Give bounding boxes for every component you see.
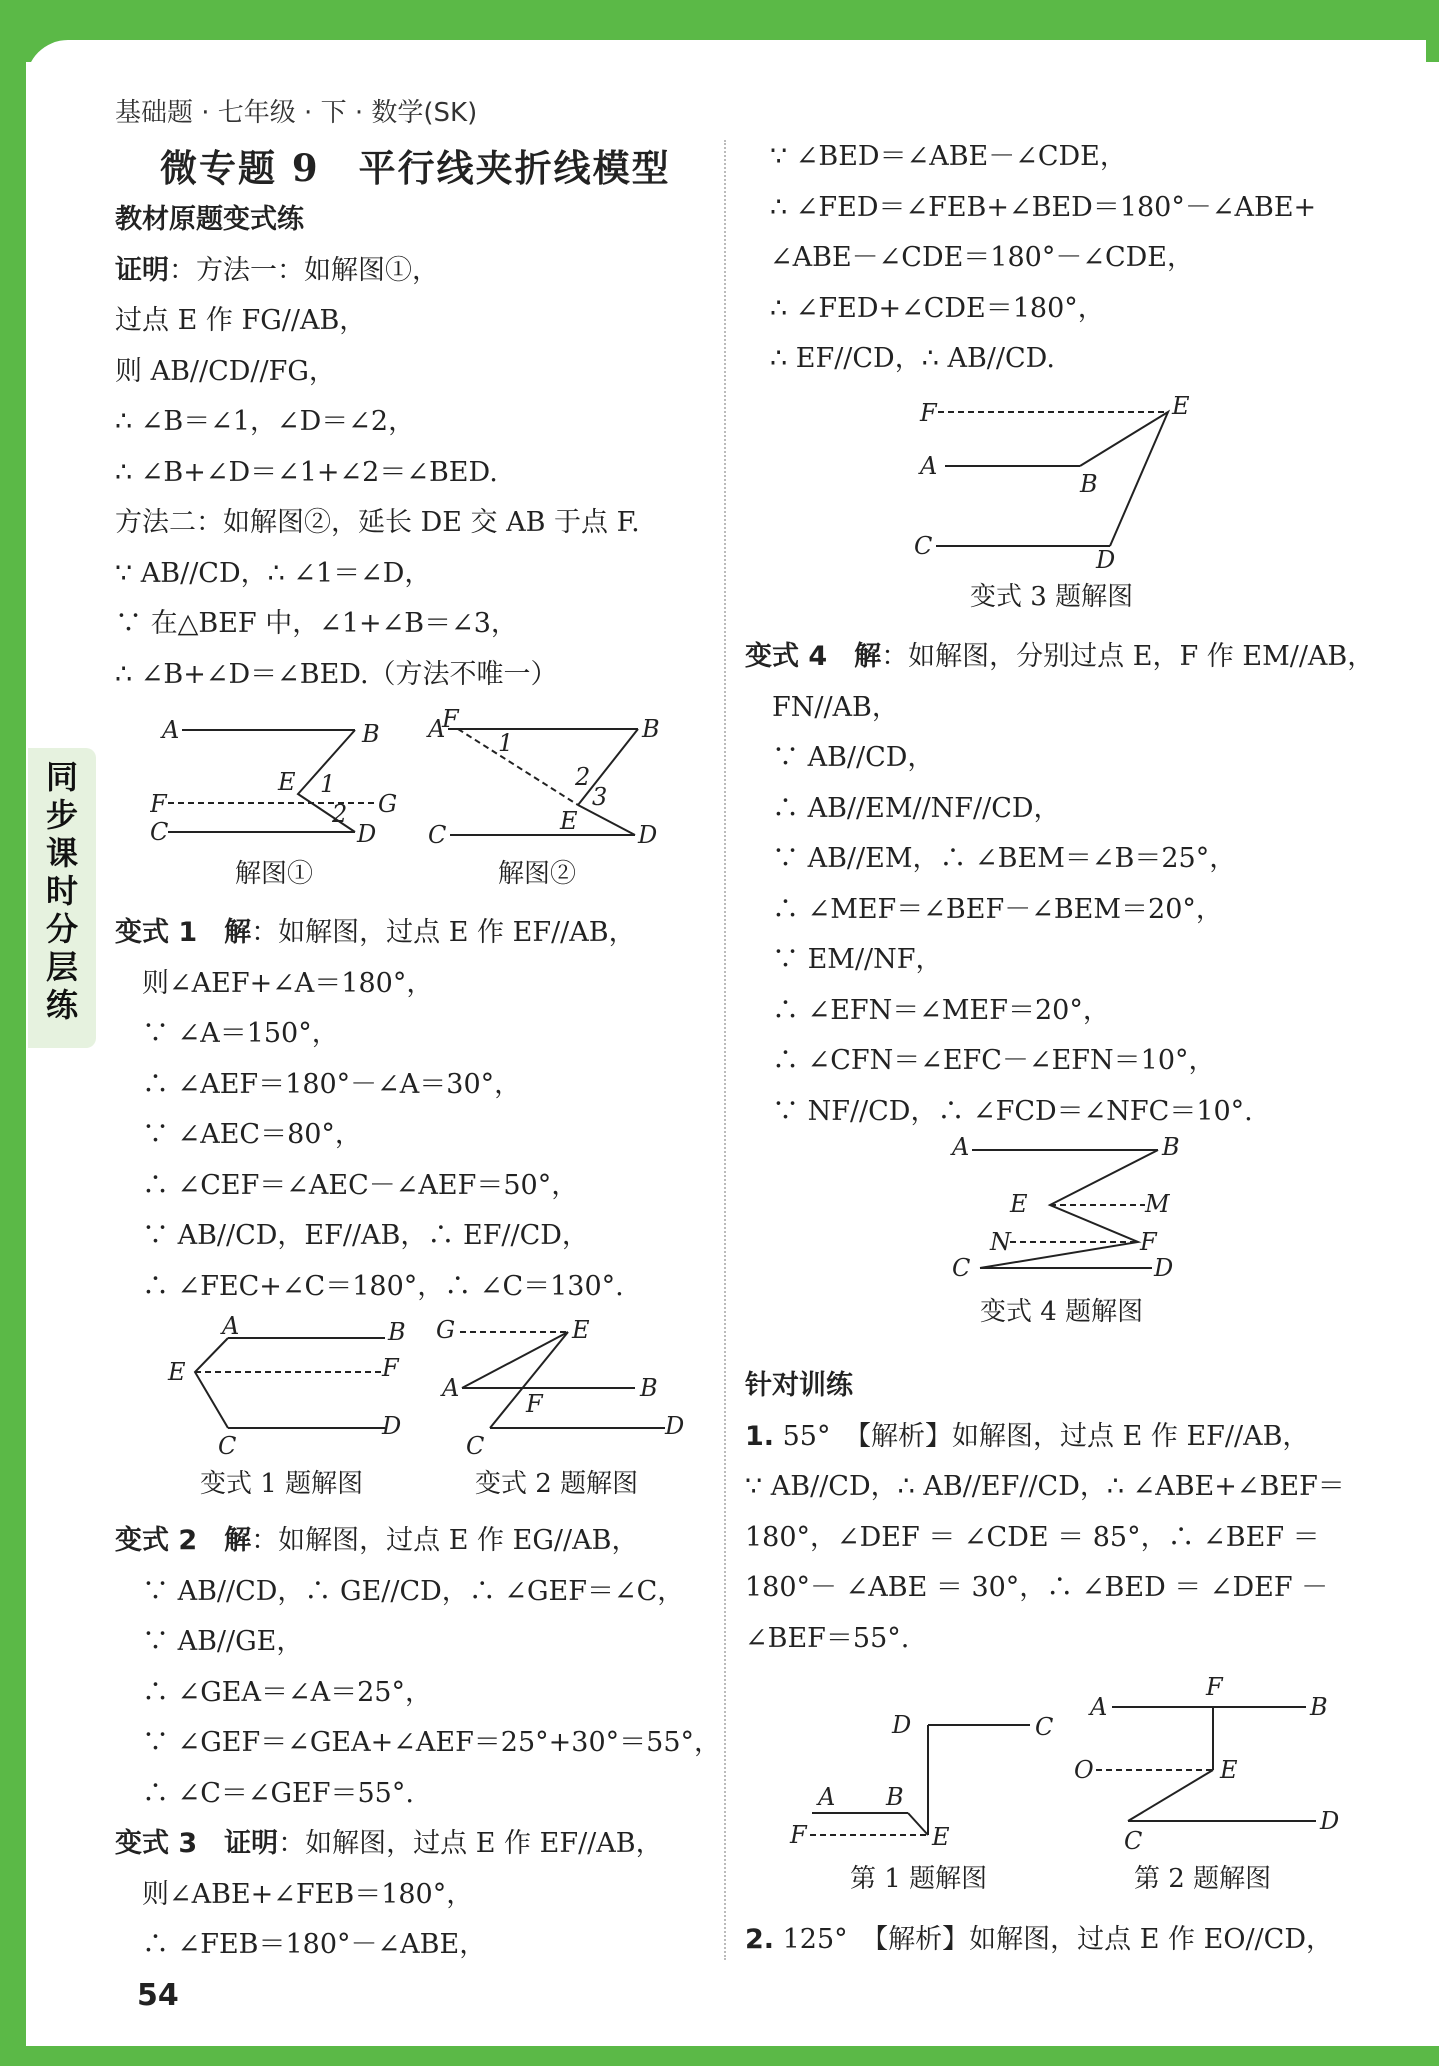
figure-1-caption: 解图① (235, 859, 314, 889)
svg-text:A: A (920, 452, 938, 480)
text-line: ∵ ∠AEC＝80°， (115, 1119, 362, 1150)
bottom-green-band (0, 2046, 1439, 2066)
svg-text:B: B (1310, 1693, 1328, 1721)
svg-text:C: C (428, 821, 447, 849)
text-line: ∴ ∠C＝∠GEF＝55°. (115, 1777, 414, 1809)
text-line: ∴ ∠MEF＝∠BEF－∠BEM＝20°， (745, 893, 1223, 925)
figure-variant-4 (940, 1130, 1200, 1330)
svg-text:A: A (162, 716, 180, 744)
figure-1 (150, 710, 400, 890)
page-title: 微专题 9 平行线夹折线模型 (160, 146, 671, 190)
text-line: ∴ ∠CFN＝∠EFC－∠EFN＝10°， (745, 1045, 1216, 1076)
text-line: 则∠ABE+∠FEB＝180°， (115, 1878, 474, 1910)
figure-variant-4-caption: 变式 4 题解图 (980, 1297, 1144, 1327)
svg-text:2: 2 (332, 800, 348, 828)
text-line: ∵ AB//CD，EF//AB，∴ EF//CD， (115, 1220, 589, 1251)
svg-text:D: D (638, 821, 658, 849)
left-green-band (0, 0, 26, 2066)
text-line: 变式 1 解：如解图，过点 E 作 EF//AB， (115, 917, 636, 948)
text-line: ∴ ∠GEA＝∠A＝25°， (115, 1676, 432, 1708)
text-line: 2. 125° 【解析】如解图，过点 E 作 EO//CD， (745, 1924, 1333, 1955)
text-line: ∴ AB//EM//NF//CD， (745, 792, 1061, 824)
column-divider (724, 140, 726, 1960)
text-line: ∠ABE－∠CDE＝180°－∠CDE， (770, 242, 1194, 273)
svg-text:E: E (932, 1823, 950, 1851)
text-line: ∴ ∠B＝∠1，∠D＝∠2， (115, 406, 416, 437)
svg-text:F: F (920, 399, 937, 427)
text-line: 方法二：如解图②，延长 DE 交 AB 于点 F. (115, 507, 640, 538)
text-line: 则 AB//CD//FG， (115, 355, 336, 387)
text-line: ∵ 在△BEF 中，∠1+∠B＝∠3， (115, 608, 518, 639)
svg-text:2: 2 (575, 763, 591, 791)
svg-text:F: F (1140, 1228, 1157, 1256)
svg-text:C: C (150, 818, 169, 846)
svg-text:G: G (436, 1316, 456, 1344)
svg-text:1: 1 (320, 770, 336, 798)
svg-text:G: G (378, 790, 398, 818)
svg-text:E: E (1220, 1756, 1238, 1784)
text-line: ∴ EF//CD，∴ AB//CD. (770, 343, 1055, 374)
svg-text:E: E (1172, 392, 1190, 420)
figure-training-2 (1068, 1665, 1348, 1895)
svg-text:B: B (388, 1318, 406, 1346)
svg-text:B: B (640, 1374, 658, 1402)
svg-text:E: E (572, 1316, 590, 1344)
text-line: ∵ NF//CD，∴ ∠FCD＝∠NFC＝10°. (745, 1095, 1253, 1127)
text-line: ∵ AB//CD，∴ AB//EF//CD，∴ ∠ABE+∠BEF＝ (745, 1471, 1345, 1502)
figure-training-2-caption: 第 2 题解图 (1134, 1864, 1272, 1894)
text-line: ∴ ∠CEF＝∠AEC－∠AEF＝50°， (115, 1169, 579, 1201)
svg-text:D: D (1096, 546, 1116, 574)
svg-text:M: M (1145, 1190, 1170, 1218)
svg-text:D: D (357, 820, 377, 848)
svg-text:C: C (914, 532, 933, 560)
svg-text:C: C (1124, 1827, 1143, 1855)
figure-variant-3 (900, 388, 1220, 613)
svg-text:D: D (1320, 1807, 1340, 1835)
text-line: 针对训练 (745, 1370, 853, 1401)
text-line: ∴ ∠AEF＝180°－∠A＝30°， (115, 1068, 522, 1100)
svg-text:B: B (886, 1783, 904, 1811)
svg-text:A: A (1090, 1693, 1108, 1721)
svg-text:F: F (442, 705, 459, 733)
figure-training-1-caption: 第 1 题解图 (850, 1864, 988, 1894)
svg-text:1: 1 (498, 729, 514, 757)
text-line: ∴ ∠FED+∠CDE＝180°， (770, 292, 1105, 324)
svg-text:A: A (222, 1312, 240, 1340)
text-line: ∴ ∠EFN＝∠MEF＝20°， (745, 994, 1110, 1026)
svg-text:C: C (952, 1254, 971, 1282)
text-line: ∵ AB//EM，∴ ∠BEM＝∠B＝25°， (745, 843, 1237, 874)
svg-text:F: F (382, 1354, 399, 1382)
text-line: ∵ AB//CD， (745, 742, 935, 773)
text-line: 则∠AEF+∠A＝180°， (115, 967, 434, 999)
svg-text:E: E (560, 807, 578, 835)
text-line: 证明：方法一：如解图①， (115, 254, 439, 286)
svg-text:F: F (526, 1390, 543, 1418)
text-line: 变式 2 解：如解图，过点 E 作 EG//AB， (115, 1525, 639, 1556)
text-line: 过点 E 作 FG//AB， (115, 305, 367, 336)
figure-variant-2-caption: 变式 2 题解图 (475, 1469, 639, 1499)
text-line: ∵ AB//GE， (115, 1626, 304, 1657)
svg-text:B: B (642, 715, 660, 743)
svg-text:C: C (466, 1432, 485, 1460)
text-line: ∵ AB//CD，∴ GE//CD，∴ ∠GEF＝∠C， (115, 1575, 685, 1607)
svg-text:B: B (362, 720, 380, 748)
figure-variant-1-caption: 变式 1 题解图 (200, 1469, 364, 1499)
text-line: ∵ EM//NF， (745, 944, 943, 975)
figure-variant-1 (160, 1310, 420, 1500)
text-line: ∴ ∠FED＝∠FEB+∠BED＝180°－∠ABE+ (770, 191, 1317, 223)
figure-2 (420, 705, 670, 890)
text-line: ∴ ∠B+∠D＝∠BED.（方法不唯一） (115, 658, 558, 690)
page-number: 54 (137, 1978, 179, 2013)
text-line: 180°，∠DEF ＝ ∠CDE ＝ 85°，∴ ∠BEF ＝ (745, 1521, 1320, 1553)
text-line: 变式 4 解：如解图，分别过点 E，F 作 EM//AB， (745, 641, 1375, 672)
svg-text:F: F (150, 790, 167, 818)
svg-text:C: C (1035, 1713, 1054, 1741)
text-line: 1. 55° 【解析】如解图，过点 E 作 EF//AB， (745, 1420, 1310, 1452)
text-line: ∵ AB//CD，∴ ∠1＝∠D， (115, 557, 432, 589)
side-tab (28, 748, 96, 1048)
text-line: 教材原题变式练 (115, 204, 304, 235)
text-line: FN//AB， (745, 691, 899, 723)
svg-text:E: E (278, 768, 296, 796)
svg-text:A: A (818, 1783, 836, 1811)
svg-text:D: D (665, 1412, 685, 1440)
svg-text:D: D (382, 1412, 402, 1440)
figure-training-1 (780, 1705, 1070, 1895)
svg-text:E: E (1010, 1190, 1028, 1218)
svg-text:3: 3 (592, 783, 608, 811)
text-line: ∠BEF＝55°. (745, 1622, 910, 1654)
svg-text:A: A (952, 1133, 970, 1161)
svg-text:B: B (1080, 470, 1098, 498)
text-line: ∴ ∠FEC+∠C＝180°，∴ ∠C＝130°. (115, 1270, 624, 1302)
svg-text:D: D (1154, 1254, 1174, 1282)
text-line: ∴ ∠FEB＝180°－∠ABE， (115, 1929, 487, 1960)
figure-2-caption: 解图② (498, 859, 577, 889)
running-header: 基础题 · 七年级 · 下 · 数学(SK) (115, 98, 478, 128)
figure-variant-2 (430, 1310, 690, 1500)
svg-text:N: N (990, 1228, 1011, 1256)
side-tab-label: 同步课时分层练 (45, 758, 78, 1024)
svg-text:C: C (218, 1432, 237, 1460)
svg-text:E: E (168, 1358, 186, 1386)
text-line: ∴ ∠B+∠D＝∠1+∠2＝∠BED. (115, 456, 498, 488)
svg-text:B: B (1162, 1133, 1180, 1161)
text-line: ∵ ∠BED＝∠ABE－∠CDE， (770, 141, 1127, 172)
svg-text:D: D (892, 1711, 912, 1739)
svg-text:A: A (442, 1374, 460, 1402)
svg-text:O: O (1074, 1756, 1094, 1784)
svg-text:A: A (428, 715, 446, 743)
svg-text:F: F (790, 1821, 807, 1849)
text-line: ∵ ∠GEF＝∠GEA+∠AEF＝25°+30°＝55°， (115, 1727, 721, 1758)
svg-text:F: F (1206, 1673, 1223, 1701)
text-line: ∵ ∠A＝150°， (115, 1018, 339, 1049)
text-line: 变式 3 证明：如解图，过点 E 作 EF//AB， (115, 1828, 663, 1859)
figure-variant-3-caption: 变式 3 题解图 (970, 582, 1134, 612)
text-line: 180°－ ∠ABE ＝ 30°，∴ ∠BED ＝ ∠DEF － (745, 1572, 1329, 1603)
